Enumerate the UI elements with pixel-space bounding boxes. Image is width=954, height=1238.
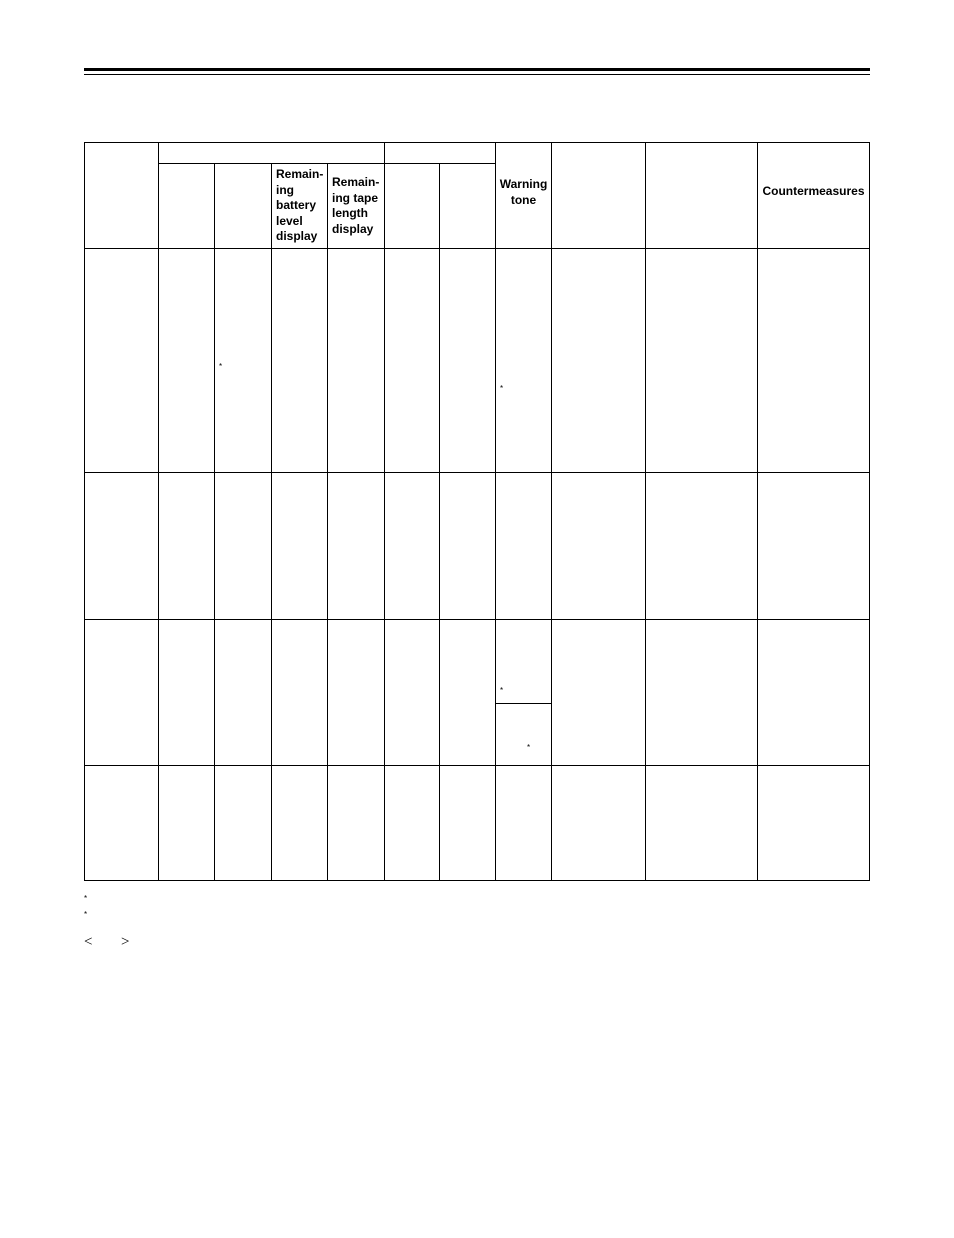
column-line-8 xyxy=(551,142,552,881)
column-line-2 xyxy=(214,163,215,881)
column-line-1 xyxy=(158,142,159,881)
cell-asterisk-mark: * xyxy=(527,743,531,752)
table-border-left xyxy=(84,142,85,881)
column-line-6 xyxy=(439,163,440,881)
footnote-angle-open: < xyxy=(84,934,93,950)
row-1-bottom-line xyxy=(84,472,870,473)
column-line-4 xyxy=(327,163,328,881)
footnote-mark: * xyxy=(84,894,88,903)
column-line-7 xyxy=(495,142,496,881)
header-countermeasures: Countermeasures xyxy=(762,184,865,198)
row-2-bottom-line xyxy=(84,619,870,620)
column-line-3 xyxy=(271,163,272,881)
column-line-9 xyxy=(645,142,646,881)
header-warning-tone: Warning tone xyxy=(499,177,548,207)
header-subrow-line-b xyxy=(384,163,496,164)
footnote-angle-close: > xyxy=(121,934,130,950)
table-border-bottom xyxy=(84,880,870,881)
row-3-bottom-line xyxy=(84,765,870,766)
cell-asterisk-mark: * xyxy=(500,384,504,393)
footnote-mark: * xyxy=(84,910,88,919)
header-bottom-line xyxy=(84,248,870,249)
column-line-5 xyxy=(384,142,385,881)
header-remaining-battery: Remain- ing battery level display xyxy=(276,167,324,243)
header-remaining-tape: Remain- ing tape length display xyxy=(332,175,380,236)
column-line-10 xyxy=(757,142,758,881)
cell-asterisk-mark: * xyxy=(500,686,504,695)
table-border-right xyxy=(869,142,870,881)
cell-asterisk-mark: * xyxy=(219,362,223,371)
warning-tone-split-line xyxy=(496,703,552,704)
table-border-top xyxy=(84,142,870,143)
